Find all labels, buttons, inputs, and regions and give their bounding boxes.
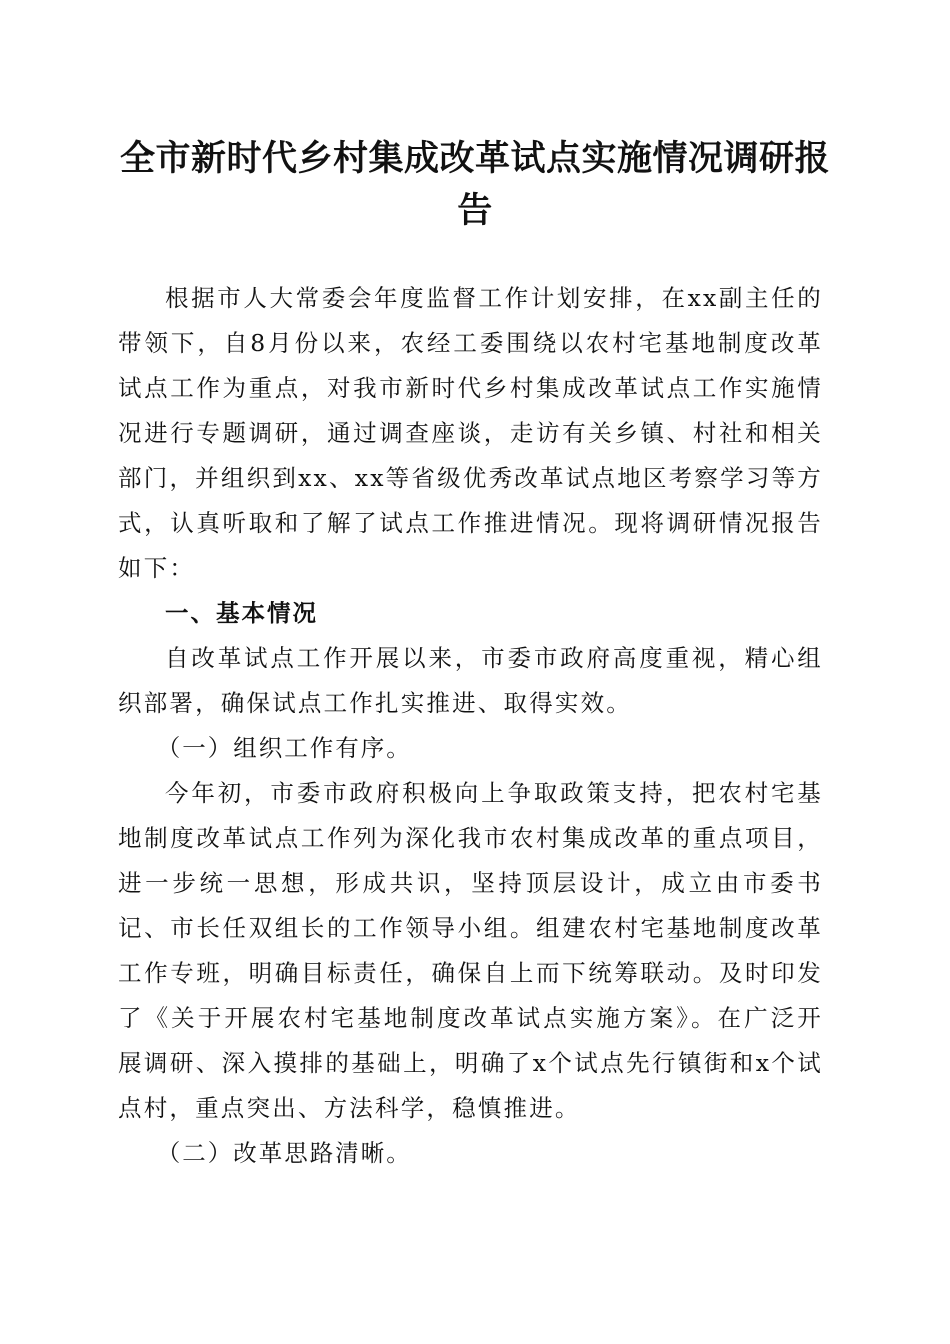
document-body	[118, 276, 823, 1176]
intro-paragraph: 根据市人大常委会年度监督工作计划安排，在xx副主任的带领下，自8月份以来，农经工委围绕以农村宅基地制度改革试点工作为重点，对我市新时代乡村集成改革试点工作实施情况进行专题调研，通过调查座谈，走访有关乡镇、村社和相关部门，并组织到xx、xx等省级优秀改革试点地区考察学习等方式，认真听取和了解了试点工作推进情况。现将调研情况报告如下：	[118, 284, 823, 582]
section-intro-paragraph: 自改革试点工作开展以来，市委市政府高度重视，精心组织部署，确保试点工作扎实推进、取得实效。	[118, 644, 823, 717]
organization-paragraph: 今年初，市委市政府积极向上争取政策支持，把农村宅基地制度改革试点工作列为深化我市农村集成改革的重点项目，进一步统一思想，形成共识，坚持顶层设计，成立由市委书记、市长任双组长的工作领导小组。组建农村宅基地制度改革工作专班，明确目标责任，确保自上而下统筹联动。及时印发了《关于开展农村宅基地制度改革试点实施方案》。在广泛开展调研、深入摸排的基础上，明确了x个试点先行镇街和x个试点村，重点突出、方法科学，稳慎推进。	[118, 779, 823, 1122]
subsection-heading-organization: （一）组织工作有序。	[156, 734, 412, 762]
subsection-heading-reform-approach: （二）改革思路清晰。	[156, 1139, 412, 1167]
document-title: 全市新时代乡村集成改革试点实施情况调研报告	[119, 139, 830, 231]
section-heading-basic-situation: 一、基本情况	[165, 599, 318, 627]
